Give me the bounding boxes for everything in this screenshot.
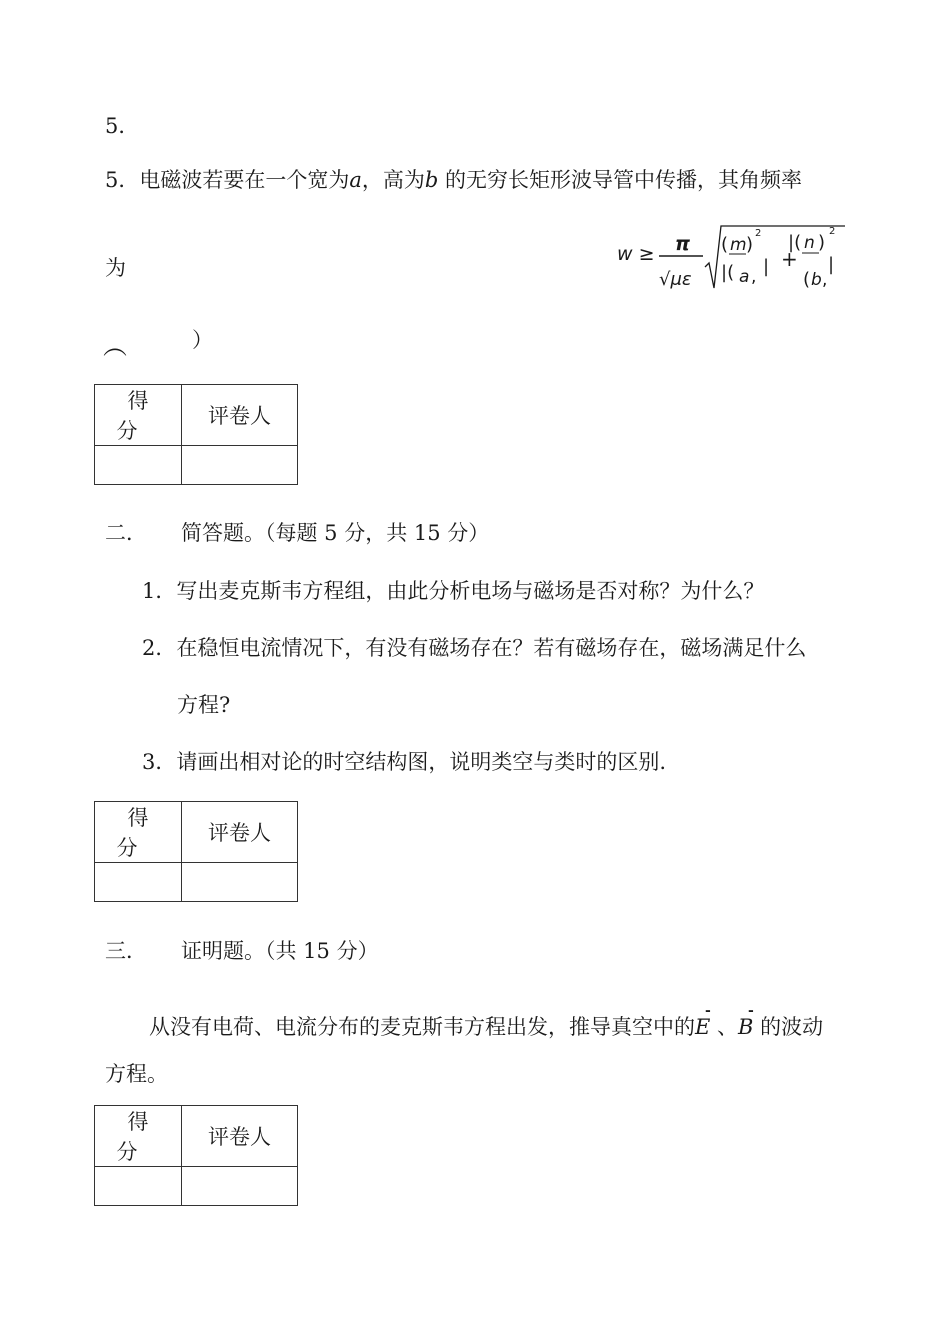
vector-B: B - [738,1003,754,1039]
formula-plus: + [781,247,798,271]
score-header: 得分 [95,385,182,446]
formula-a: a [739,267,750,287]
formula-lhs: w ≥ [617,243,655,265]
section2-item-1: 1．写出麦克斯韦方程组，由此分析电场与磁场是否对称？为什么？ [142,579,765,603]
section2-item-3: 3．请画出相对论的时空结构图，说明类空与类时的区别. [142,750,667,774]
score-table-2 [94,801,298,902]
score-cell[interactable] [95,1167,182,1206]
comma-b: , [822,270,828,290]
score-table-3 [94,1105,298,1206]
score-cell[interactable] [95,863,182,902]
paren-m-open: ( [721,234,729,255]
paren-n-close: ) [818,232,826,253]
bar-a: | [763,256,770,277]
formula-numerator: π [675,233,691,255]
grader-header: 评卷人 [182,802,298,863]
paren-m-close: ) [746,234,754,255]
bracket-a: |( [721,262,735,283]
section3-number: 三． [105,939,147,963]
var-b: b [424,168,439,192]
section2-number: 二． [105,521,147,545]
section2-item-2: 2．在稳恒电流情况下，有没有磁场存在？若有磁场存在，磁场满足什么 [142,636,807,660]
answer-paren-open: ︵ [103,332,127,360]
score-header: 得分 [95,1106,182,1167]
comma-a: , [751,267,757,287]
vector-E: E - [695,1003,711,1039]
section2-item-2-cont: 方程? [177,693,231,717]
answer-paren-close: ） [192,328,213,352]
formula-denominator: √με [659,269,692,290]
section3-text-line1 [149,1003,824,1041]
grader-cell[interactable] [182,1167,298,1206]
angular-frequency-formula [615,222,850,292]
score-header: 得分 [95,802,182,863]
q5-mid1: ，高为 [361,168,425,192]
grader-header: 评卷人 [182,385,298,446]
grader-cell[interactable] [182,863,298,902]
exp-1: 2 [755,228,762,239]
q5-prefix: 5．电磁波若要在一个宽为 [105,168,350,192]
grader-header: 评卷人 [182,1106,298,1167]
vector-arrow-icon: - [748,1003,754,1019]
score-cell[interactable] [95,446,182,485]
vector-arrow-icon: - [705,1003,711,1019]
grader-cell[interactable] [182,446,298,485]
section2-title: 简答题。（每题 5 分，共 15 分） [181,521,490,545]
q5-number: 5． [105,114,140,138]
section3-text-prefix: 从没有电荷、电流分布的麦克斯韦方程出发，推导真空中的 [149,1015,695,1039]
formula-b: b [811,270,822,290]
q5-text-line1 [105,164,802,194]
section3-sep: 、 [717,1015,739,1039]
bar-b: | [828,254,835,275]
q5-mid2: 的无穷长矩形波导管中传播，其角频率 [438,168,803,192]
formula-m: m [730,235,747,255]
var-a: a [349,168,362,192]
section3-title: 证明题。（共 15 分） [181,939,379,963]
formula-n: n [804,233,815,253]
q5-text-line2: 为 [105,256,126,280]
exp-2: 2 [829,226,836,237]
bracket-n: |( [788,232,802,253]
section3-text-suffix: 的波动 [753,1015,824,1039]
section3-text-line2: 方程。 [105,1062,168,1086]
score-table-1 [94,384,298,485]
paren-b-open: ( [803,269,811,290]
